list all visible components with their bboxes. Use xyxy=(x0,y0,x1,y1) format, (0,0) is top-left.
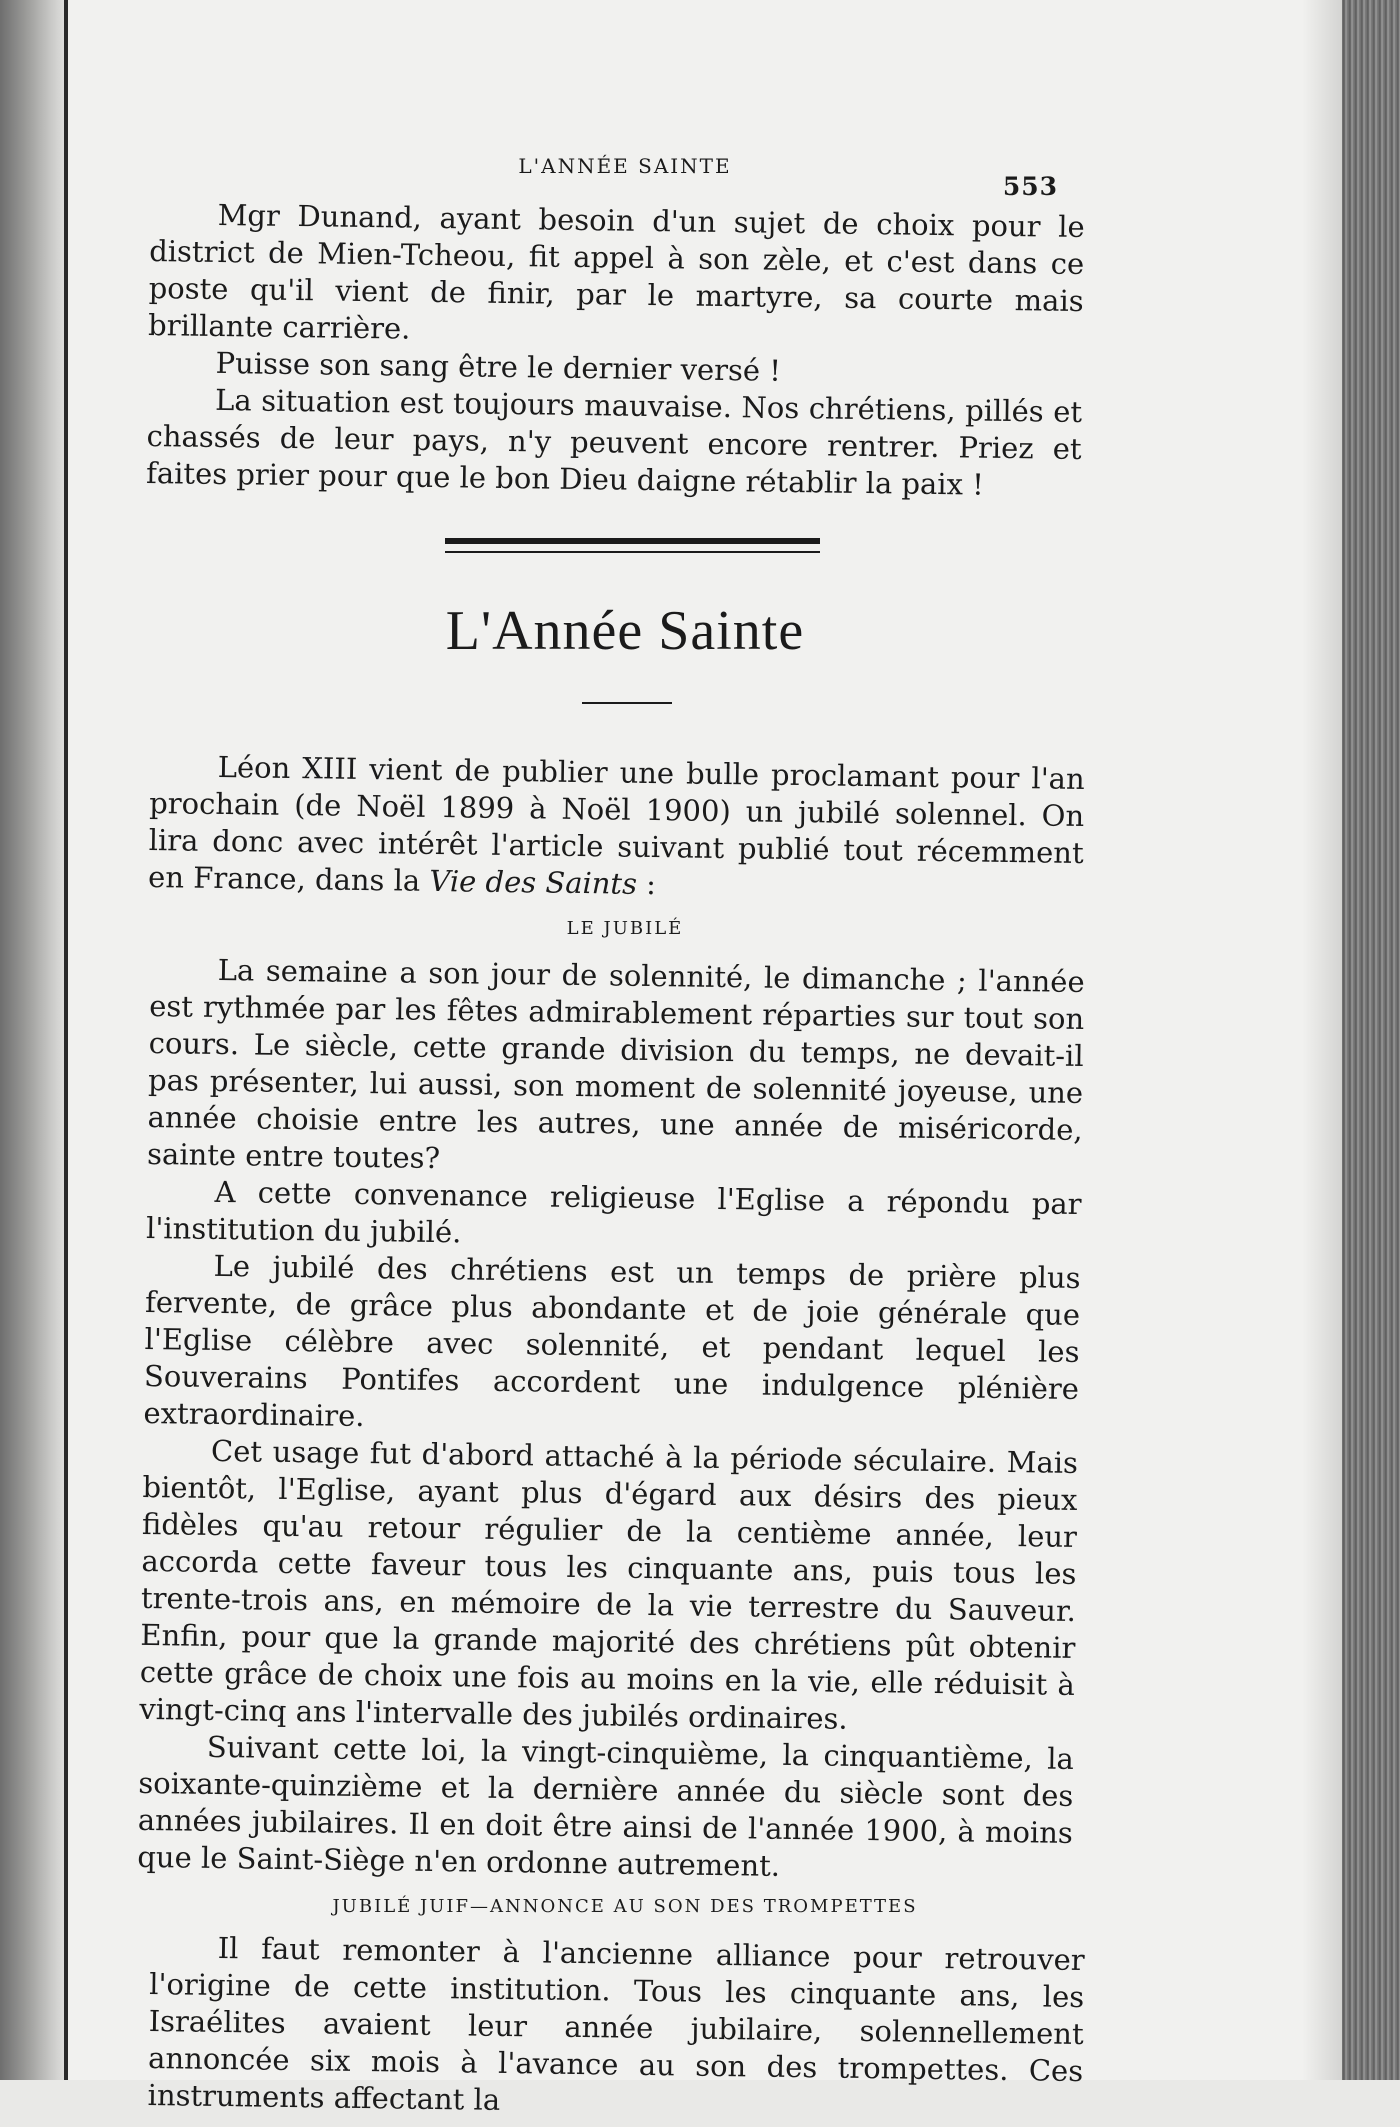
running-title: L'ANNÉE SAINTE xyxy=(518,154,732,178)
section-jubile-text xyxy=(137,951,1085,1889)
paragraph: Le jubilé des chrétiens est un temps de prière plus fervente, de grâce plus abondante et de joie générale que l'Eglise célèbre avec solennité, et pendant lequel les Souverains Pontifes accordent une indulgence plénière extraordinaire. xyxy=(143,1248,1081,1434)
paragraph: A cette convenance religieuse l'Eglise a répondu par l'institution du jubilé. xyxy=(145,1174,1082,1250)
right-page-edge xyxy=(1342,0,1400,2080)
paragraph: Mgr Dunand, ayant besoin d'un sujet de choix pour le district de Mien-Tcheou, fit appel à son zèle, et c'est dans ce poste qu'il vient de finir, par le martyre, sa courte mais brillante carrière. xyxy=(147,197,1085,346)
right-page-shadow xyxy=(1302,0,1342,2080)
title-underline xyxy=(582,702,672,704)
section-heading-jubile: LE JUBILÉ xyxy=(566,918,684,939)
paragraph: Cet usage fut d'abord attaché à la période séculaire. Mais bientôt, l'Eglise, ayant plus d'égard aux désirs des pieux fidèles qu'au retour régulier de la centième année, leur accorda cette faveur tous les cinquante ans, puis tous les trente-trois ans, en mémoire de la vie terrestre du Sauveur. Enfin, pour que la grande majorité des chrétiens pût obtenir cette grâce de choix une fois au moins en la vie, elle réduisit à vingt-cinq ans l'intervalle des jubilés ordinaires. xyxy=(139,1433,1079,1736)
section-heading-jubile-juif: JUBILÉ JUIF—ANNONCE AU SON DES TROMPETTES xyxy=(332,1896,918,1917)
previous-article-text xyxy=(146,196,1085,505)
page-content xyxy=(137,150,1100,2117)
thick-rule xyxy=(445,538,820,544)
section-jubile-juif-text xyxy=(147,1929,1084,2127)
intro-paragraph xyxy=(148,748,1085,909)
paragraph: Suivant cette loi, la vingt-cinquième, la cinquantième, la soixante-quinzième et la dernière année du siècle sont des années jubilaires. Il en doit être ainsi de l'année 1900, à moins que le Saint-Siège n'en ordonne autrement. xyxy=(137,1729,1075,1883)
paragraph: La semaine a son jour de solennité, le dimanche ; l'année est rythmée par les fêtes admirablement réparties sur tout son cours. Le siècle, cette grande division du temps, ne devait-il pas présenter, lui aussi, son moment de solennité joyeuse, une année choisie entre les autres, une année de miséricorde, sainte entre toutes? xyxy=(146,952,1085,1176)
left-page-edge xyxy=(0,0,64,2080)
paragraph: Puisse son sang être le dernier versé ! xyxy=(215,345,782,388)
thin-rule xyxy=(445,551,820,553)
running-head xyxy=(150,150,1100,201)
intro-text: Léon XIII vient de publier une bulle proclamant pour l'an prochain (de Noël 1899 à Noël 1900) un jubilé solennel. On lira donc avec intérêt l'article suivant publié tout récemment en France, dans la xyxy=(147,749,1085,898)
paragraph: Il faut remonter à l'ancienne alliance pour retrouver l'origine de cette institution. Tous les cinquante ans, les Israélites avaient leur année jubilaire, solennellement annoncée six mois à l'avance au son des trompettes. Ces instruments affectant la xyxy=(147,1930,1085,2117)
article-title: L'Année Sainte xyxy=(445,600,805,662)
intro-end: : xyxy=(636,866,657,902)
intro-italic-title: Vie des Saints xyxy=(429,863,638,901)
article-intro xyxy=(148,748,1085,909)
paragraph: La situation est toujours mauvaise. Nos chrétiens, pillés et chassés de leur pays, n'y peuvent encore rentrer. Priez et faites prier pour que le bon Dieu daigne rétablir la paix ! xyxy=(145,382,1083,502)
binding-line xyxy=(64,0,68,2080)
page-number: 553 xyxy=(1002,172,1058,201)
double-rule-divider xyxy=(150,538,1100,564)
